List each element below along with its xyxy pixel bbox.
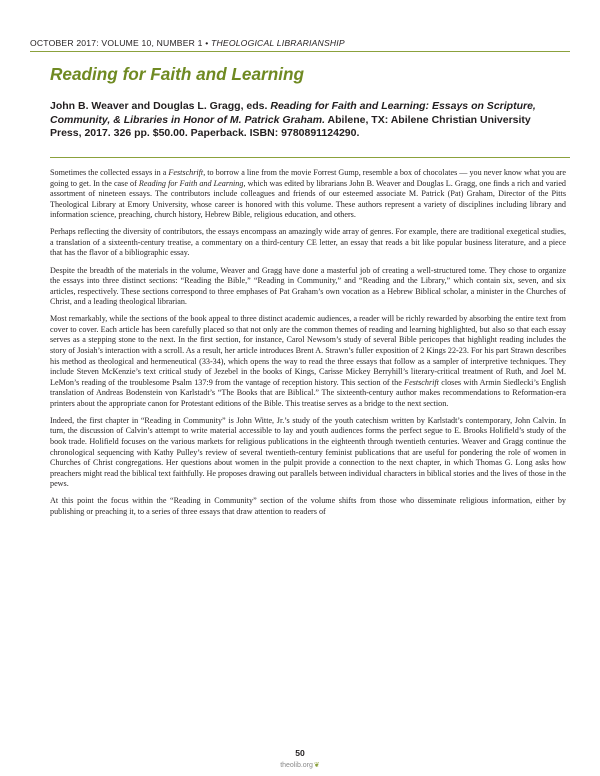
citation-editors: John B. Weaver and Douglas L. Gragg, eds.: [50, 100, 271, 112]
page-number: 50: [295, 748, 305, 758]
paragraph: Despite the breadth of the materials in the volume, Weaver and Gragg have done a masterful job of creating a well-structured tome. They chose to organize the essays into three distinct sections: “Reading the Bible,” “Reading in Community,” and “Reading and the Library,” which contain six, seven, and six articles, respectively. These sections correspond to three emphases of Pat Graham’s own vocation as a Hebrew Biblical scholar, a minister in the Churches of Christ, and a leading theological librarian.: [50, 265, 566, 307]
book-citation: [50, 100, 560, 141]
running-head: [30, 38, 570, 48]
text-run: , to borrow a line from the movie Forrest Gump, resemble a box of chocolates — you never know what you are going to get. In the case of: [50, 168, 566, 188]
paragraph: Perhaps reflecting the diversity of contributors, the essays encompass an amazingly wide array of genres. For example, there are traditional exegetical studies, a translation of a sixteenth-century treatise, a commentary on a third-century CE letter, an essay that reads a bit like popular business literature, and a piece that has the flavor of a bibliographic essay.: [50, 227, 566, 258]
paragraph: [50, 168, 566, 221]
article-title: Reading for Faith and Learning: [50, 64, 305, 84]
citation-book-title: Reading for Faith and Learning: Essays on Scripture, Community, & Libraries in Honor of M. Patrick Graham.: [50, 100, 536, 126]
footer-site: [0, 761, 600, 769]
text-run-italic: Festschrift: [168, 168, 204, 177]
paragraph: At this point the focus within the “Reading in Community” section of the volume shifts from those who disseminate religious information, either by publishing or preaching it, to a series of three essays that draw attention to readers of: [50, 496, 566, 516]
paragraph: Indeed, the first chapter in “Reading in Community” is John Witte, Jr.’s study of the youth catechism written by Karlstadt’s contemporary, John Calvin. In turn, the discussion of Calvin’s attempt to write material accessible to lay and youth audiences forms the perfect segue to E. Brooks Holifield’s study of the book trade. Holifield focuses on the various markets for religious publications in the eighteenth through twentieth centuries. Weaver and Gragg continue the chronological sequencing with Kathy Pulley’s review of several twentieth-century feminist publications that are useful for pondering the role of women in Churches of Christ congregations. Her questions about women in the pulpit provide a connection to the next chapter, in which Thomas G. Long asks how preachers might read the biblical text faithfully. He proposes drawing out parallels between individual characters in biblical stories and the lives of those in the pews.: [50, 415, 566, 489]
review-body: [50, 168, 566, 524]
text-run-italic: Reading for Faith and Learning: [138, 178, 244, 188]
header-rule: [30, 51, 570, 52]
citation-rule: [50, 157, 570, 158]
leaf-icon: ❦: [313, 762, 320, 769]
paragraph: [50, 314, 566, 409]
text-run: Most remarkably, while the sections of the book appeal to three distinct academic audiences, a reader will be richly rewarded by absorbing the entire text from cover to cover. Each article has been carefully placed so that not only are the common themes of reading and learning highlighted, but also so that each essay serves as a stepping stone to the next. In the first section, for instance, Carol Newsom’s study of several Bible pericopes that highlight reading includes the story of Josiah’s interaction with a scroll. As a result, her article introduces Brent A. Strawn’s fuller exposition of 2 Kings 22-23. For his part Strawn describes his method as theological and hermeneutical (33-34), which opens the way to read the three essays that follow as a sampler of interpretive techniques. They include Steven McKenzie’s text critical study of Jezebel in the books of Kings, Carisse Mickey Berryhill’s literary-critical treatment of Ruth, and Joel M. LeMon’s reading of the troublesome Psalm 137:9 from the vantage of reception history. This section of the: [50, 314, 566, 387]
journal-name: THEOLOGICAL LIBRARIANSHIP: [211, 38, 345, 48]
text-run-italic: Festschrift: [404, 377, 439, 387]
site-name: theolib.org: [280, 762, 313, 769]
text-run: closes with Armin Siedlecki’s English translation of Andreas Bodenstein von Karlstadt’s “The Books that are Biblical.” The sixteenth-century author makes recommendations to Reformation-era printers about the appropriate canon for Protestant editions of the Bible. This treatise serves as a bridge to the next section.: [50, 377, 566, 408]
citation-publication-info: Abilene, TX: Abilene Christian University Press, 2017. 326 pp. $50.00. Paperback. ISBN: 9780891124290.: [50, 113, 531, 140]
issue-info: OCTOBER 2017: VOLUME 10, NUMBER 1 •: [30, 38, 212, 48]
text-run: Sometimes the collected essays in a: [50, 168, 169, 177]
text-run: , which was edited by librarians John B. Weaver and Douglas L. Gragg, one finds a rich and varied assortment of nineteen essays. The contributors include colleagues and friends of our esteemed associate M. Patrick (Pat) Graham, Director of the Pitts Theological Library at Emory University, whose career is honored with this volume. These authors represent a variety of disciplines including library and information science, preaching, church history, Hebrew Bible, religious education, and others.: [50, 178, 566, 220]
